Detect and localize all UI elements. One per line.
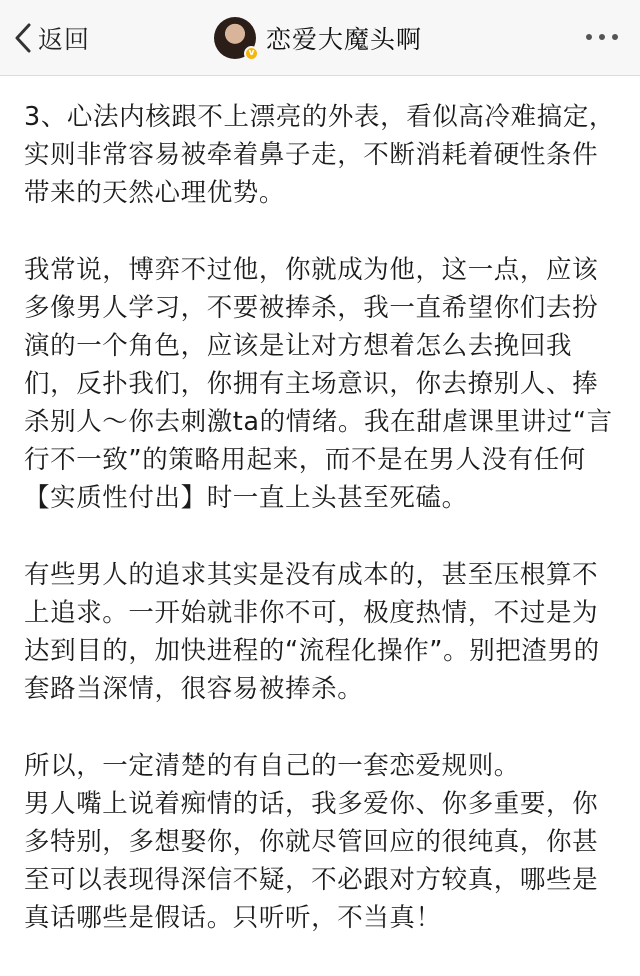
paragraph [24, 747, 624, 937]
more-dot-icon [586, 34, 592, 40]
account-title-group[interactable] [214, 14, 422, 62]
text-line: 多像男人学习，不要被捧杀，我一直希望你们去扮 [24, 293, 599, 323]
text-line: 我常说，博弈不过他，你就成为他，这一点，应该 [24, 255, 599, 285]
text-line: 真话哪些是假话。只听听，不当真！ [24, 903, 442, 933]
account-name[interactable]: 恋爱大魔头啊 [266, 25, 423, 54]
text-line: 行不一致”的策略用起来，而不是在男人没有任何 [24, 445, 586, 475]
chevron-left-icon [14, 22, 32, 54]
avatar-container[interactable] [214, 17, 256, 59]
text-line: 所以，一定清楚的有自己的一套恋爱规则。 [24, 751, 520, 781]
text-line: 套路当深情，很容易被捧杀。 [24, 674, 364, 704]
text-line: 上追求。一开始就非你不可，极度热情，不过是为 [24, 598, 599, 628]
text-line: 达到目的，加快进程的“流程化操作”。别把渣男的 [24, 636, 600, 666]
text-line: 男人嘴上说着痴情的话，我多爱你、你多重要，你 [24, 789, 599, 819]
text-line: 【实质性付出】时一直上头甚至死磕。 [24, 483, 468, 513]
more-dot-icon [612, 34, 618, 40]
more-options-button[interactable] [586, 34, 618, 40]
article-body [24, 98, 624, 976]
text-line: 至可以表现得深信不疑，不必跟对方较真，哪些是 [24, 865, 599, 895]
paragraph [24, 556, 624, 708]
top-nav-bar [0, 0, 640, 76]
paragraph [24, 251, 624, 517]
more-dot-icon [599, 34, 605, 40]
text-line: 带来的天然心理优势。 [24, 178, 286, 208]
text-line: 实则非常容易被牵着鼻子走，不断消耗着硬性条件 [24, 140, 599, 170]
text-line: 3、心法内核跟不上漂亮的外表，看似高冷难搞定， [24, 102, 616, 132]
text-line: 多特别，多想娶你，你就尽管回应的很纯真，你甚 [24, 827, 599, 857]
paragraph [24, 98, 624, 212]
text-line: 杀别人～你去刺激ta的情绪。我在甜虐课里讲过“言 [24, 407, 613, 437]
text-line: 有些男人的追求其实是没有成本的，甚至压根算不 [24, 560, 599, 590]
back-button[interactable] [14, 18, 90, 58]
text-line: 们，反扑我们，你拥有主场意识，你去撩别人、捧 [24, 369, 599, 399]
back-label: 返回 [38, 25, 91, 54]
verified-badge-icon: v [244, 46, 259, 61]
text-line: 演的一个角色，应该是让对方想着怎么去挽回我 [24, 331, 573, 361]
